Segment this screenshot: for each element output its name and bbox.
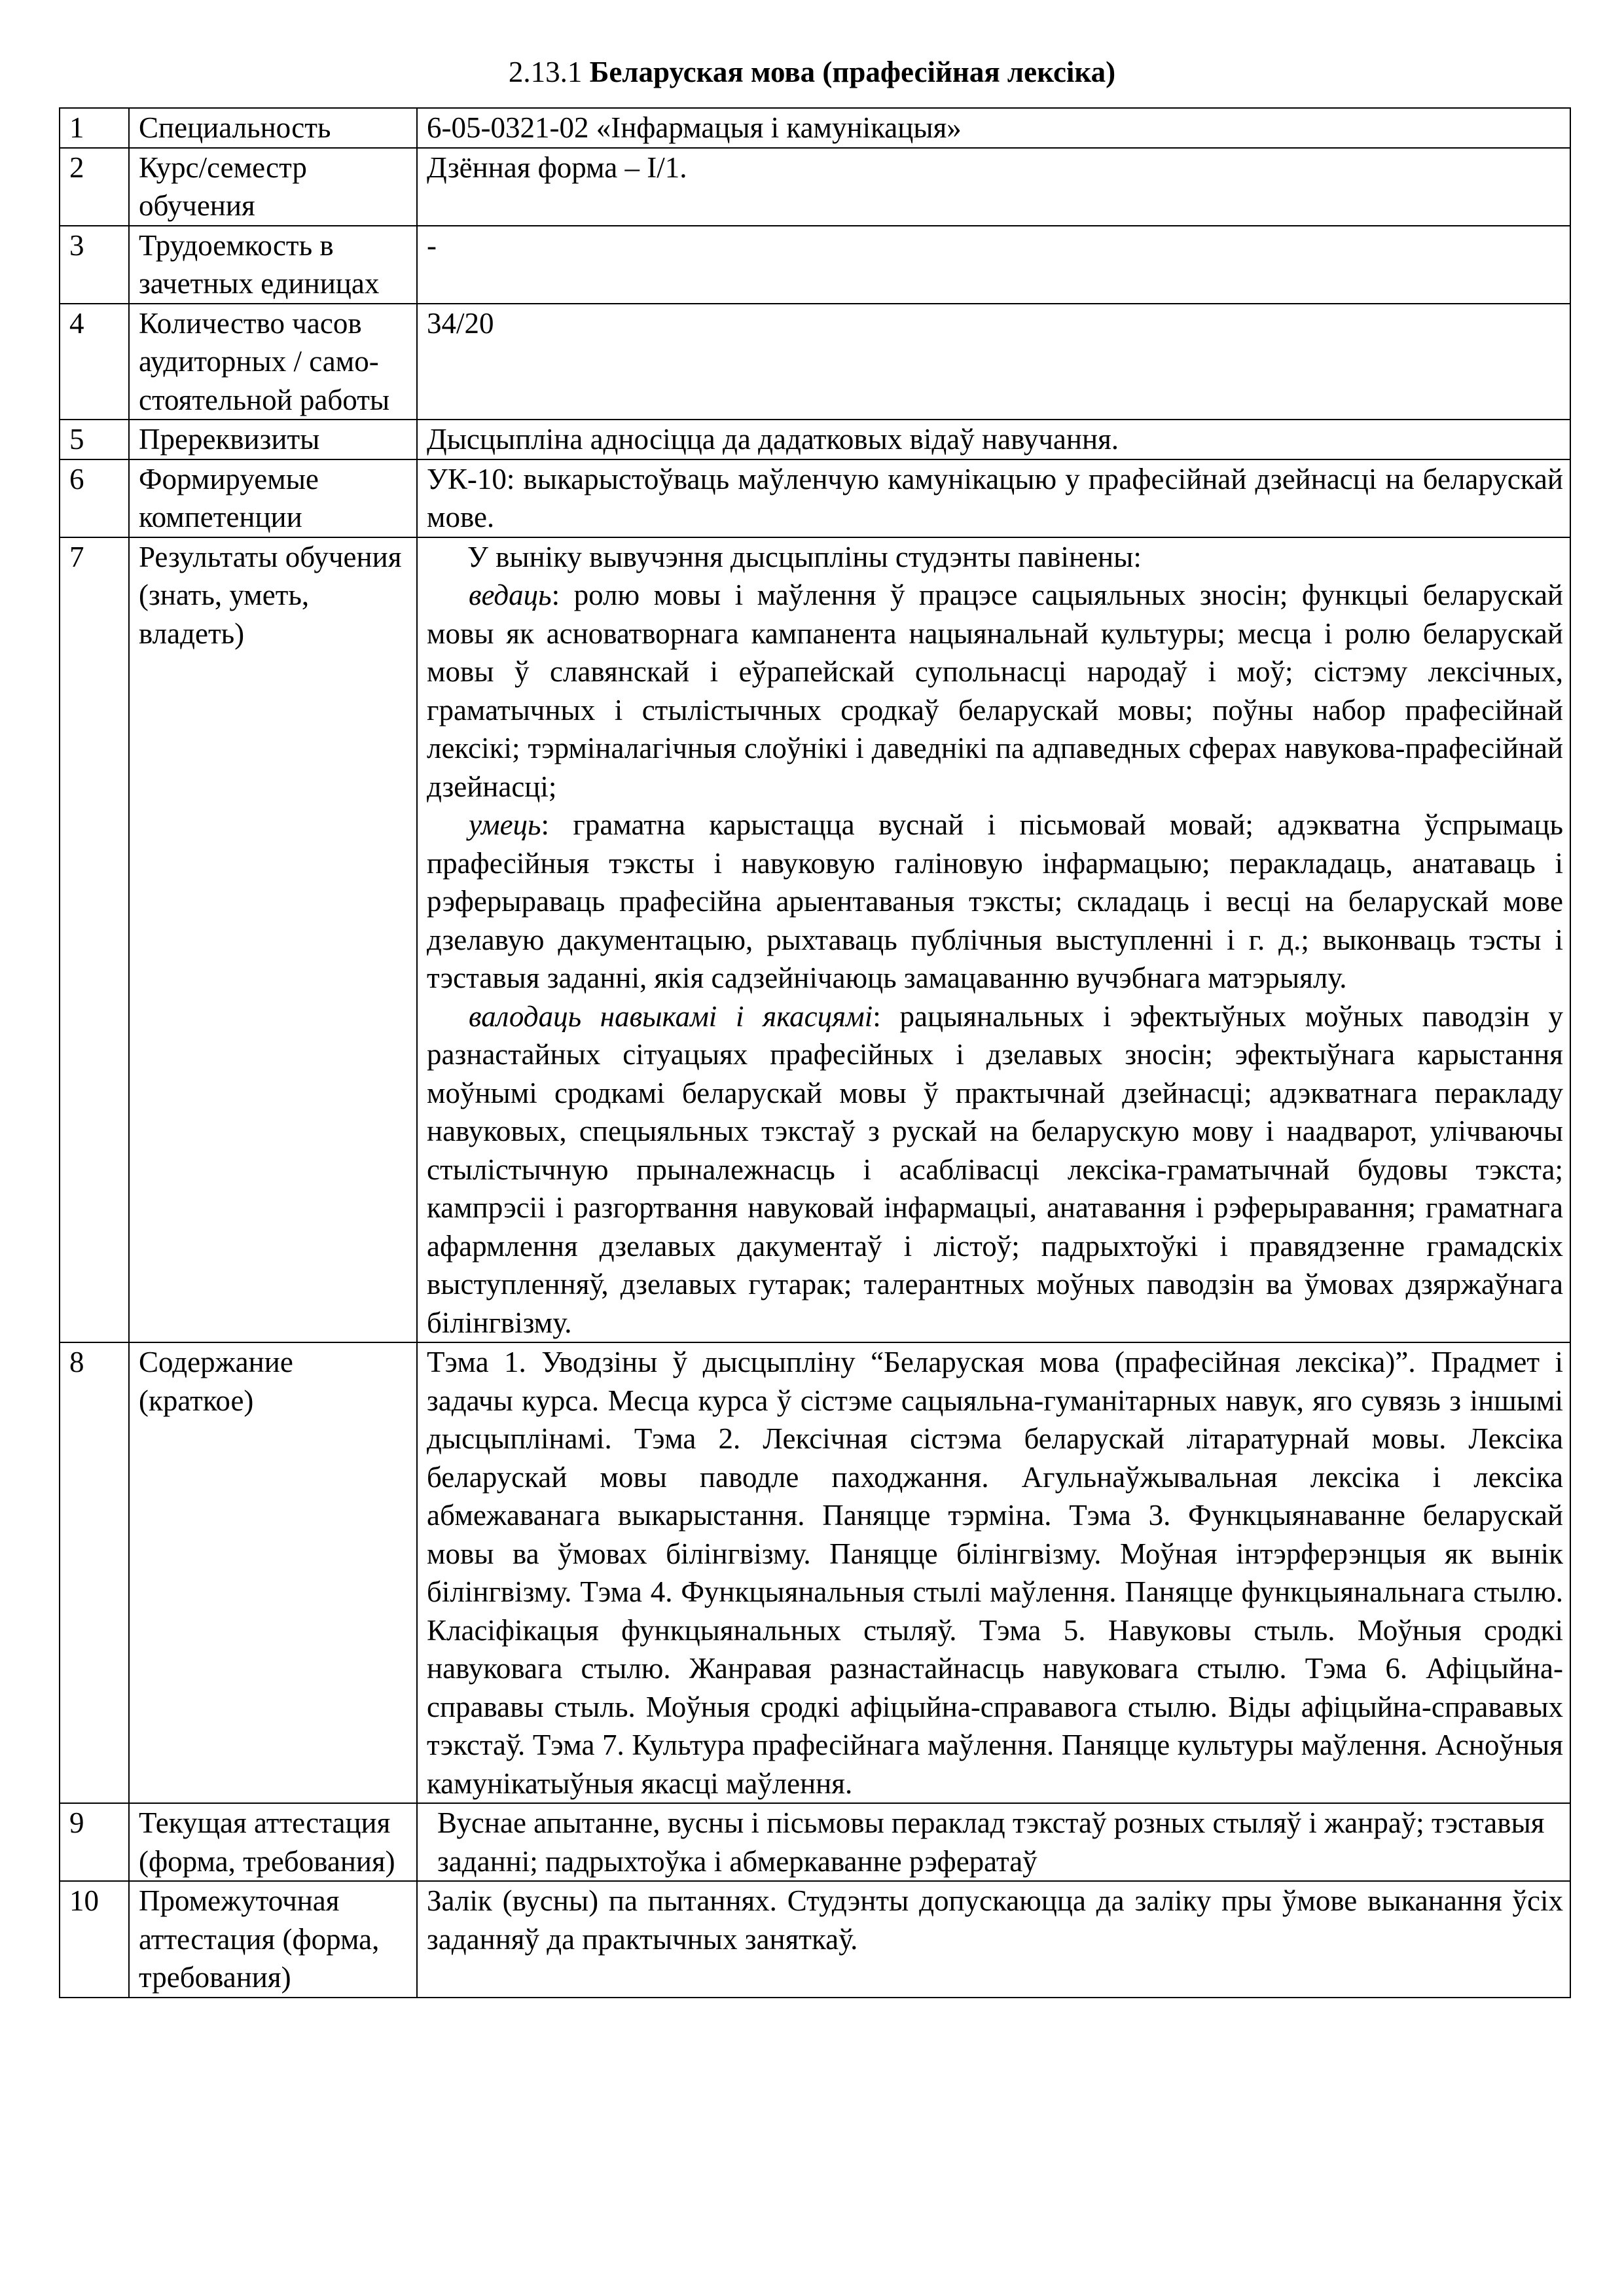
- table-row: [60, 420, 1570, 459]
- row-value: -: [417, 226, 1570, 304]
- row-number: 4: [60, 304, 129, 420]
- table-row: [60, 1342, 1570, 1803]
- row-value: УК-10: выкарыстоўваць маўленчую камунікацыю у прафесійнай дзейнасці на беларускай мове.: [417, 459, 1570, 537]
- outcome-term: умець: [469, 808, 541, 841]
- row-value: Тэма 1. Уводзіны ў дысцыпліну “Беларуская мова (прафесійная лексіка)”. Прадмет і задачы курса. Месца курса ў сістэме сацыяльна-гуманітарных навук, яго сувязь з іншымі дысцыплінамі. Тэма 2. Лексічная сістэма беларускай літаратурнай мовы. Лексіка беларускай мовы паводле паходжання. Агульнаўжывальная лексіка і лексіка абмежаванага выкарыстання. Паняцце тэрміна. Тэма 3. Функцыянаванне беларускай мовы ва ўмовах білінгвізму. Паняцце білінгвізму. Моўная інтэрферэнцыя як вынік білінгвізму. Тэма 4. Функцыянальныя стылі маўлення. Паняцце функцыянальнага стылю. Класіфікацыя функцыянальных стыляў. Тэма 5. Навуковы стыль. Моўныя сродкі навуковага стылю. Жанравая разнастайнасць навуковага стылю. Тэма 6. Афіцыйна-справавы стыль. Моўныя сродкі афіцыйна-справавога стылю. Віды афіцыйна-справавых тэкстаў. Тэма 7. Культура прафесійнага маўлення. Паняцце культуры маўлення. Асноўныя камунікатыўныя якасці маўлення.: [417, 1342, 1570, 1803]
- outcome-term: ведаць: [469, 579, 552, 611]
- row-label: Содержание (краткое): [129, 1342, 417, 1803]
- table-row: [60, 1803, 1570, 1881]
- table-row: [60, 148, 1570, 226]
- row-value: Вуснае апытанне, вусны і пісьмовы пераклад тэкстаў розных стыляў і жанраў; тэставыя заданні; падрыхтоўка і абмеркаванне рэфератаў: [417, 1803, 1570, 1881]
- row-label: Промежуточная аттестация (форма, требования): [129, 1881, 417, 1998]
- row-label: Текущая аттестация (форма, требования): [129, 1803, 417, 1881]
- row-value: Дзённая форма – I/1.: [417, 148, 1570, 226]
- outcomes-intro: У выніку вывучэння дысцыпліны студэнты павінены:: [467, 540, 1142, 573]
- row-number: 5: [60, 420, 129, 459]
- row-label: Количество часов аудиторных / само-стоятельной работы: [129, 304, 417, 420]
- table-row: [60, 304, 1570, 420]
- title-bold: Беларуская мова (прафесійная лексіка): [589, 56, 1116, 88]
- row-label: Трудоемкость в зачетных единицах: [129, 226, 417, 304]
- title-prefix: 2.13.1: [508, 56, 590, 88]
- row-number: 8: [60, 1342, 129, 1803]
- row-label: Формируемые компетенции: [129, 459, 417, 537]
- row-value: Дысцыпліна адносіцца да дадатковых відаў навучання.: [417, 420, 1570, 459]
- row-number: 3: [60, 226, 129, 304]
- row-number: 1: [60, 108, 129, 148]
- page-title: [0, 54, 1624, 90]
- outcome-text: : ролю мовы і маўлення ў працэсе сацыяльных зносін; функцыі беларускай мовы як асноватворнага кампанента нацыянальнай культуры; месца і ролю беларускай мовы ў славянскай і еўрапейскай супольнасці народаў і моў; сістэму лексічных, граматычных і стылістычных сродкаў беларускай мовы; поўны набор прафесійнай лексікі; тэрміналагічныя слоўнікі і даведнікі па адпаведных сферах навукова-прафесійнай дзейнасці;: [427, 579, 1563, 803]
- row-number: 9: [60, 1803, 129, 1881]
- table-row: [60, 108, 1570, 148]
- row-label: Результаты обучения (знать, уметь, владеть): [129, 537, 417, 1343]
- row-label: Специальность: [129, 108, 417, 148]
- outcome-term: валодаць навыкамі і якасцямі: [469, 999, 873, 1033]
- outcome-text: : рацыянальных і эфектыўных моўных паводзін у разнастайных сітуацыях прафесійных і дзелавых зносін; эфектыўнага карыстання моўнымі сродкамі беларускай мовы ў практычнай дзейнасці; адэкватнага перакладу навуковых, спецыяльных тэкстаў з рускай на беларускую мову і наадварот, улічваючы стылістычную прыналежнасць і асаблівасці лексіка-граматычнай будовы тэкста; кампрэсіі і разгортвання навуковай інфармацыі, анатавання і рэферыравання; граматнага афармлення дзелавых дакументаў і лістоў; падрыхтоўкі і правядзенне грамадскіх выступленняў, дзелавых гутарак; талерантных моўных паводзін ва ўмовах дзяржаўнага білінгвізму.: [427, 999, 1563, 1339]
- table-row: [60, 226, 1570, 304]
- syllabus-table: [59, 107, 1571, 1998]
- outcome-can: [427, 806, 1563, 997]
- row-number: 7: [60, 537, 129, 1343]
- row-number: 6: [60, 459, 129, 537]
- outcome-know: [427, 576, 1563, 806]
- row-label: Курс/семестр обучения: [129, 148, 417, 226]
- table-row: [60, 459, 1570, 537]
- learning-outcomes: [417, 537, 1570, 1343]
- table-row: [60, 1881, 1570, 1998]
- outcome-text: : граматна карыстацца вуснай і пісьмовай мовай; адэкватна ўспрымаць прафесійныя тэксты і навуковую галіновую інфармацыю; перакладаць, анатаваць і рэферыраваць прафесійна арыентаваныя тэксты; складаць і весці на беларускай мове дзелавую дакументацыю, рыхтаваць публічныя выступленні і г. д.; выконваць тэсты і тэставыя заданні, якія садзейнічаюць замацаванню вучэбнага матэрыялу.: [427, 808, 1563, 994]
- row-value: 6-05-0321-02 «Інфармацыя і камунікацыя»: [417, 108, 1570, 148]
- row-number: 2: [60, 148, 129, 226]
- outcome-own: [427, 997, 1563, 1342]
- row-number: 10: [60, 1881, 129, 1998]
- row-value: Залік (вусны) па пытаннях. Студэнты допускаюцца да заліку пры ўмове выканання ўсіх заданняў да практычных заняткаў.: [417, 1881, 1570, 1998]
- table-row: [60, 537, 1570, 1343]
- row-label: Пререквизиты: [129, 420, 417, 459]
- row-value: 34/20: [417, 304, 1570, 420]
